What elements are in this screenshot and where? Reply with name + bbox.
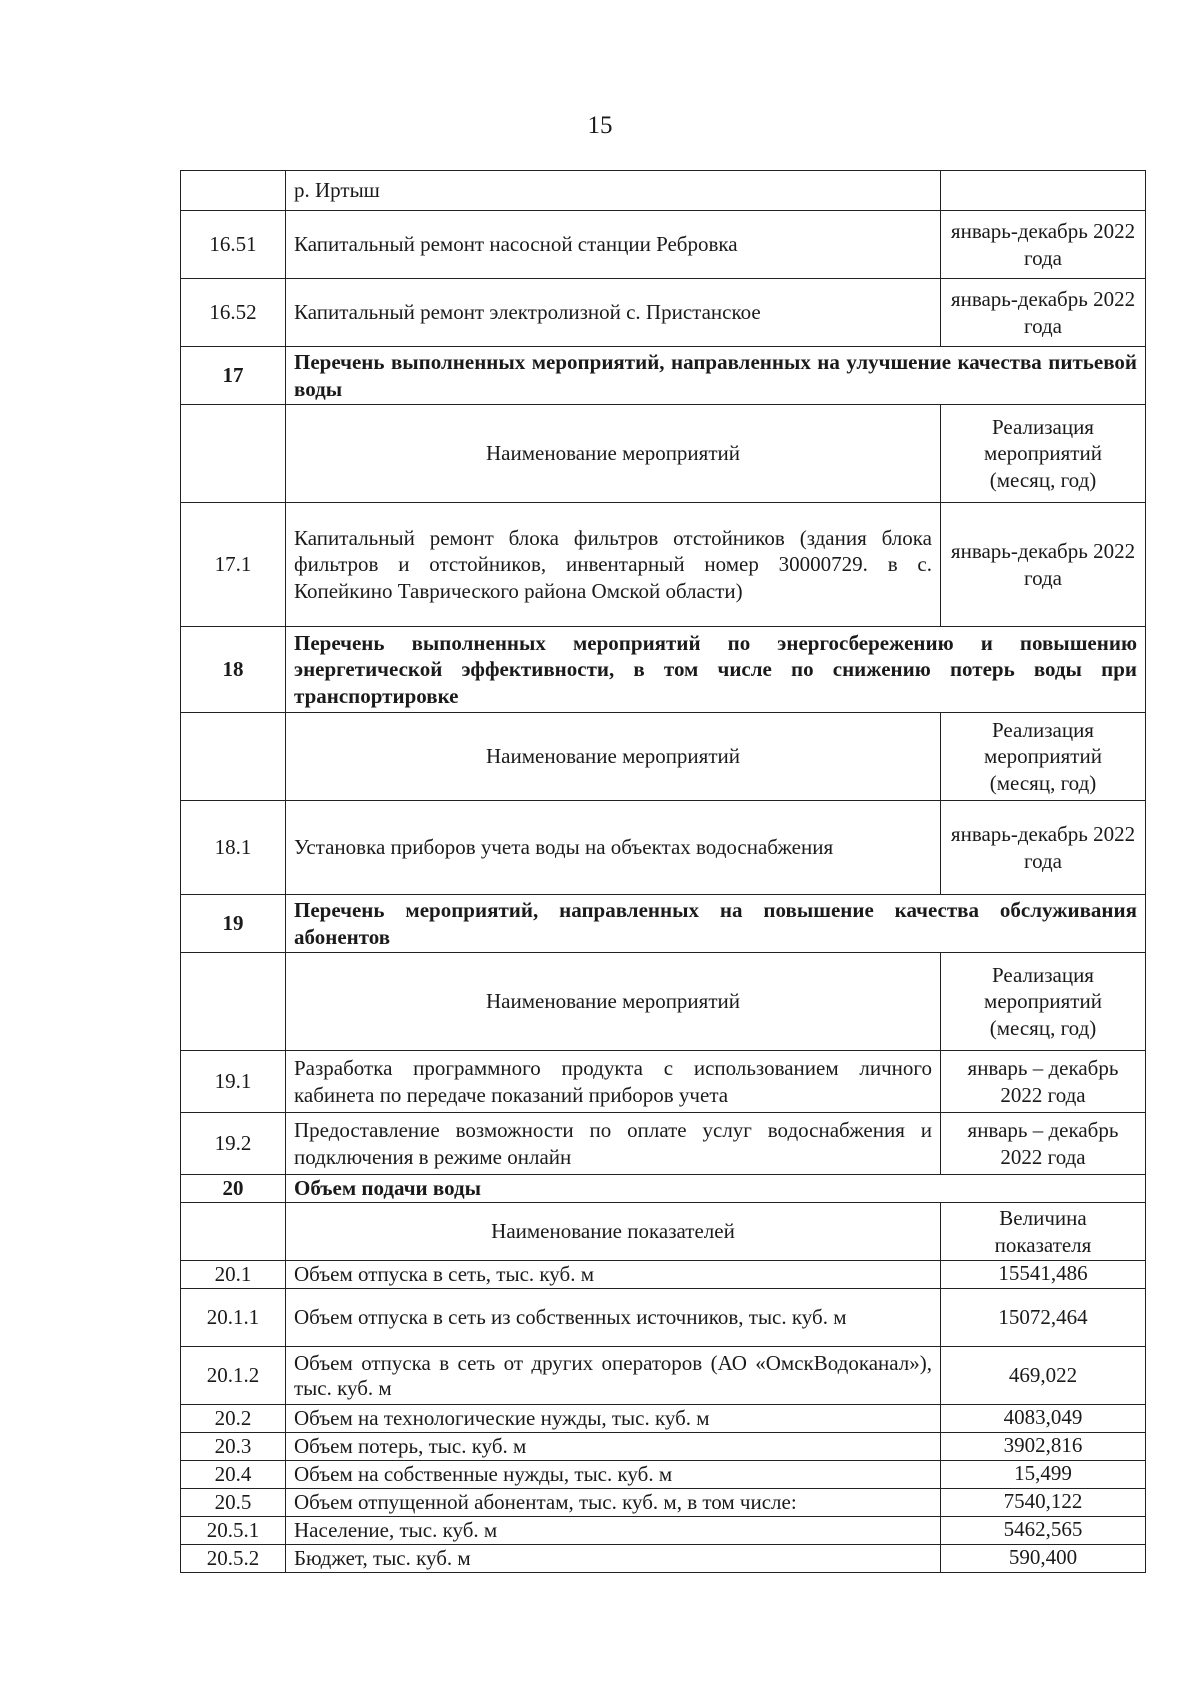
section-number: 17: [181, 347, 286, 405]
data-table: [180, 170, 1146, 1573]
table-row: [181, 171, 1146, 211]
metric-value: 590,400: [941, 1545, 1146, 1573]
column-header-name: Наименование показателей: [286, 1203, 941, 1261]
table-body: [181, 171, 1146, 1573]
activity-name: Разработка программного продукта с использованием личного кабинета по передаче показаний приборов учета: [286, 1051, 941, 1113]
column-header-name: Наименование мероприятий: [286, 405, 941, 503]
metric-value: 15,499: [941, 1461, 1146, 1489]
activity-period: январь-декабрь 2022 года: [941, 279, 1146, 347]
metric-value: 7540,122: [941, 1489, 1146, 1517]
activity-name: Капитальный ремонт блока фильтров отстойников (здания блока фильтров и отстойников, инвентарный номер 30000729. в с. Копейкино Таврического района Омской области): [286, 503, 941, 627]
table-row: [181, 953, 1146, 1051]
metric-name: Объем потерь, тыс. куб. м: [286, 1433, 941, 1461]
metric-name: Объем отпуска в сеть, тыс. куб. м: [286, 1261, 941, 1289]
row-number: 20.4: [181, 1461, 286, 1489]
table-row: [181, 713, 1146, 801]
table-row: [181, 503, 1146, 627]
column-header-value: Величина показателя: [941, 1203, 1146, 1261]
metric-value: 469,022: [941, 1347, 1146, 1405]
table-row: [181, 1113, 1146, 1175]
activity-name: Установка приборов учета воды на объектах водоснабжения: [286, 801, 941, 895]
table-row: [181, 1203, 1146, 1261]
section-title: Перечень выполненных мероприятий, направленных на улучшение качества питьевой воды: [286, 347, 1146, 405]
table-row: [181, 279, 1146, 347]
row-number: 20.1.1: [181, 1289, 286, 1347]
table-row: [181, 211, 1146, 279]
row-number: 20.1: [181, 1261, 286, 1289]
activity-period: январь-декабрь 2022 года: [941, 211, 1146, 279]
section-title: Перечень выполненных мероприятий по энергосбережению и повышению энергетической эффективности, в том числе по снижению потерь воды при транспортировке: [286, 627, 1146, 713]
activity-period: январь – декабрь 2022 года: [941, 1051, 1146, 1113]
activity-name: Предоставление возможности по оплате услуг водоснабжения и подключения в режиме онлайн: [286, 1113, 941, 1175]
table-row: [181, 1517, 1146, 1545]
table-row: [181, 405, 1146, 503]
activity-period: [941, 171, 1146, 211]
section-number: 20: [181, 1175, 286, 1203]
row-number: 20.3: [181, 1433, 286, 1461]
row-number: 19.1: [181, 1051, 286, 1113]
row-number: 17.1: [181, 503, 286, 627]
activity-period: январь-декабрь 2022 года: [941, 801, 1146, 895]
row-number: 16.52: [181, 279, 286, 347]
metric-name: Объем на технологические нужды, тыс. куб. м: [286, 1405, 941, 1433]
section-number: 18: [181, 627, 286, 713]
column-header-name: Наименование мероприятий: [286, 953, 941, 1051]
column-header-value: Реализация мероприятий (месяц, год): [941, 713, 1146, 801]
activity-name: Капитальный ремонт электролизной с. Пристанское: [286, 279, 941, 347]
metric-value: 4083,049: [941, 1405, 1146, 1433]
table-row: [181, 1545, 1146, 1573]
row-number: [181, 713, 286, 801]
row-number: 20.1.2: [181, 1347, 286, 1405]
metric-name: Объем на собственные нужды, тыс. куб. м: [286, 1461, 941, 1489]
metric-value: 3902,816: [941, 1433, 1146, 1461]
row-number: 19.2: [181, 1113, 286, 1175]
metric-value: 15541,486: [941, 1261, 1146, 1289]
row-number: 16.51: [181, 211, 286, 279]
metric-name: Население, тыс. куб. м: [286, 1517, 941, 1545]
column-header-value: Реализация мероприятий (месяц, год): [941, 953, 1146, 1051]
row-number: 20.2: [181, 1405, 286, 1433]
table-row: [181, 895, 1146, 953]
table-row: [181, 801, 1146, 895]
row-number: 20.5.1: [181, 1517, 286, 1545]
page-number: 15: [587, 112, 613, 139]
metric-value: 15072,464: [941, 1289, 1146, 1347]
row-number: [181, 1203, 286, 1261]
row-number: 18.1: [181, 801, 286, 895]
table-row: [181, 627, 1146, 713]
activity-name: Капитальный ремонт насосной станции Ребровка: [286, 211, 941, 279]
metric-name: Бюджет, тыс. куб. м: [286, 1545, 941, 1573]
table-row: [181, 347, 1146, 405]
metric-name: Объем отпущенной абонентам, тыс. куб. м, в том числе:: [286, 1489, 941, 1517]
table-row: [181, 1289, 1146, 1347]
table-row: [181, 1489, 1146, 1517]
activity-period: январь-декабрь 2022 года: [941, 503, 1146, 627]
activity-name: р. Иртыш: [286, 171, 941, 211]
row-number: [181, 405, 286, 503]
table-row: [181, 1461, 1146, 1489]
section-title: Объем подачи воды: [286, 1175, 1146, 1203]
section-title: Перечень мероприятий, направленных на повышение качества обслуживания абонентов: [286, 895, 1146, 953]
table-row: [181, 1051, 1146, 1113]
row-number: [181, 953, 286, 1051]
table-row: [181, 1261, 1146, 1289]
activity-period: январь – декабрь 2022 года: [941, 1113, 1146, 1175]
table-row: [181, 1347, 1146, 1405]
column-header-value: Реализация мероприятий (месяц, год): [941, 405, 1146, 503]
table-row: [181, 1175, 1146, 1203]
metric-value: 5462,565: [941, 1517, 1146, 1545]
section-number: 19: [181, 895, 286, 953]
row-number: 20.5.2: [181, 1545, 286, 1573]
metric-name: Объем отпуска в сеть из собственных источников, тыс. куб. м: [286, 1289, 941, 1347]
row-number: [181, 171, 286, 211]
table-row: [181, 1405, 1146, 1433]
table-row: [181, 1433, 1146, 1461]
column-header-name: Наименование мероприятий: [286, 713, 941, 801]
row-number: 20.5: [181, 1489, 286, 1517]
metric-name: Объем отпуска в сеть от других операторов (АО «ОмскВодоканал»), тыс. куб. м: [286, 1347, 941, 1405]
